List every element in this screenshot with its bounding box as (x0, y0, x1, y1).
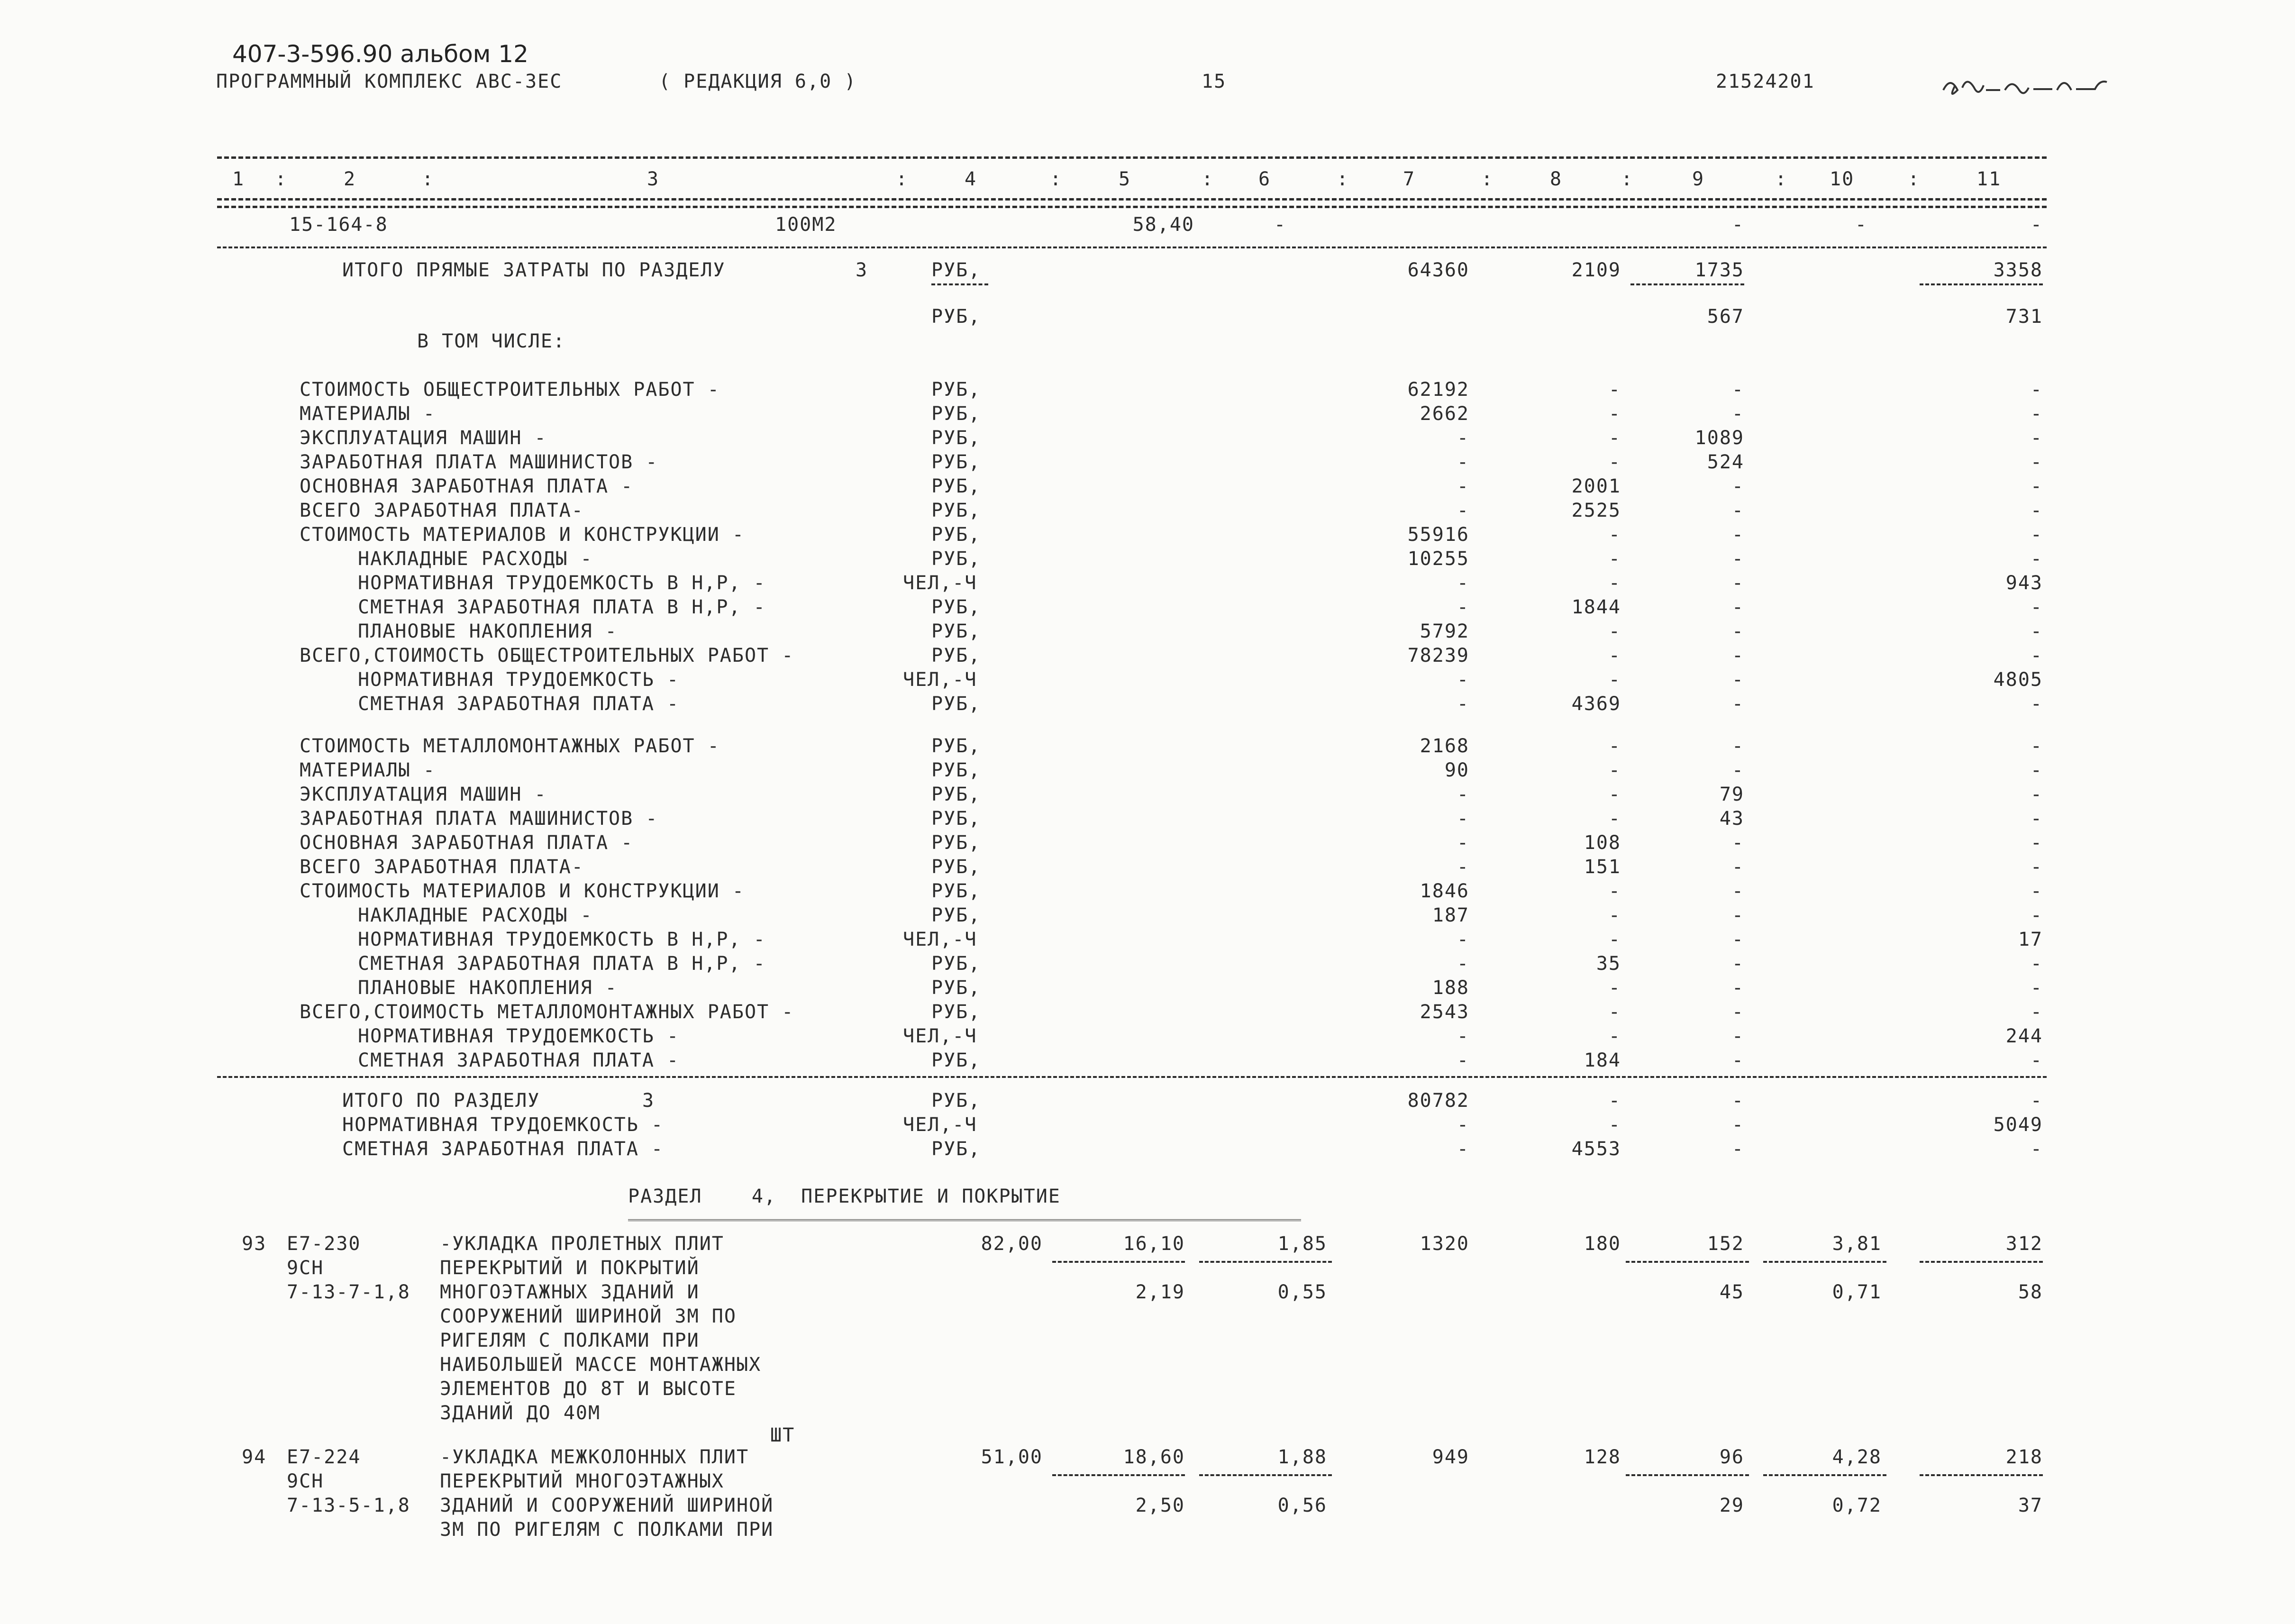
row-unit: РУБ, (931, 880, 981, 902)
row-label: ВСЕГО,СТОИМОСТЬ ОБЩЕСТРОИТЕЛЬНЫХ РАБОТ - (300, 645, 794, 666)
row-label: НОРМАТИВНАЯ ТРУДОЕМКОСТЬ - (358, 1025, 680, 1047)
row-value-c9: - (1731, 929, 1744, 950)
item-description: ЗДАНИЙ ДО 40М (440, 1402, 601, 1424)
column-number-4: 4 (965, 168, 977, 190)
total-c11: - (2030, 1138, 2043, 1160)
total-unit: РУБ, (931, 1090, 981, 1112)
row-value-c7: - (1457, 832, 1469, 854)
row-value-c9: - (1731, 1049, 1744, 1071)
total-label: СМЕТНАЯ ЗАРАБОТНАЯ ПЛАТА - (342, 1138, 664, 1160)
row-value-c9: 43 (1719, 808, 1744, 830)
row-value-c11: - (2030, 645, 2043, 666)
row-value-c11: - (2030, 880, 2043, 902)
row-value-c9: - (1731, 904, 1744, 926)
row-value-c8: - (1608, 1025, 1621, 1047)
value-divider (1920, 1474, 2043, 1476)
row-value-c9: - (1731, 524, 1744, 546)
row-value-c7: - (1457, 475, 1469, 497)
total-c9: - (1731, 1090, 1744, 1112)
item-c11: 218 (2005, 1446, 2043, 1468)
total-c9: - (1731, 1138, 1744, 1160)
row-value-c11: - (2030, 759, 2043, 781)
total-c7: - (1457, 1114, 1469, 1136)
row-value-c11: - (2030, 596, 2043, 618)
row-value-c11: - (2030, 620, 2043, 642)
item-c8: 128 (1584, 1446, 1621, 1468)
row-label: СТОИМОСТЬ МАТЕРИАЛОВ И КОНСТРУКЦИИ - (300, 880, 745, 902)
direct-costs-c11-sub: 731 (2005, 306, 2043, 328)
document-code: 21524201 (1716, 71, 1815, 92)
row-unit: РУБ, (931, 1049, 981, 1071)
program-name: ПРОГРАММНЫЙ КОМПЛЕКС АВС-ЗЕС (216, 71, 563, 92)
item-number: 94 (242, 1446, 267, 1468)
row-unit: РУБ, (931, 953, 981, 975)
column-separator: : (896, 168, 909, 190)
row-value-c9: - (1731, 669, 1744, 691)
row-value-c11: - (2030, 548, 2043, 570)
total-c8: - (1608, 1114, 1621, 1136)
carry-row-c11: - (2030, 214, 2043, 236)
row-value-c11: - (2030, 403, 2043, 425)
row-value-c8: - (1608, 904, 1621, 926)
row-value-c8: - (1608, 808, 1621, 830)
item-c11-sub: 58 (2018, 1281, 2043, 1303)
value-divider (1199, 1261, 1332, 1263)
total-unit: ЧЕЛ,-Ч (903, 1114, 977, 1136)
row-value-c7: 188 (1432, 977, 1469, 999)
row-unit: РУБ, (931, 379, 981, 401)
item-c6: 1,88 (1277, 1446, 1327, 1468)
row-value-c7: 10255 (1407, 548, 1469, 570)
item-code: Е7-224 (287, 1446, 361, 1468)
row-value-c8: - (1608, 427, 1621, 449)
row-value-c8: - (1608, 451, 1621, 473)
row-value-c11: 943 (2005, 572, 2043, 594)
row-value-c11: - (2030, 524, 2043, 546)
row-value-c7: 78239 (1407, 645, 1469, 666)
row-label: ПЛАНОВЫЕ НАКОПЛЕНИЯ - (358, 977, 618, 999)
row-value-c8: - (1608, 548, 1621, 570)
row-value-c9: - (1731, 1001, 1744, 1023)
row-value-c11: - (2030, 1001, 2043, 1023)
value-divider (1052, 1474, 1185, 1476)
row-unit: РУБ, (931, 427, 981, 449)
item-c6-sub: 0,56 (1277, 1495, 1327, 1516)
item-c10-sub: 0,72 (1832, 1495, 1882, 1516)
row-value-c8: 2001 (1571, 475, 1621, 497)
row-label: ВСЕГО ЗАРАБОТНАЯ ПЛАТА- (300, 856, 584, 878)
row-label: СМЕТНАЯ ЗАРАБОТНАЯ ПЛАТА - (358, 693, 680, 715)
row-label: СМЕТНАЯ ЗАРАБОТНАЯ ПЛАТА В Н,Р, - (358, 953, 766, 975)
item-unit: ШТ (770, 1424, 795, 1446)
item-c10-sub: 0,71 (1832, 1281, 1882, 1303)
row-value-c8: 4369 (1571, 693, 1621, 715)
item-code: 7-13-5-1,8 (287, 1495, 410, 1516)
row-label: ПЛАНОВЫЕ НАКОПЛЕНИЯ - (358, 620, 618, 642)
row-label: НОРМАТИВНАЯ ТРУДОЕМКОСТЬ - (358, 669, 680, 691)
direct-costs-c9-sub: 567 (1707, 306, 1744, 328)
row-value-c7: - (1457, 451, 1469, 473)
carry-row-c10: - (1855, 214, 1867, 236)
row-value-c7: 5792 (1420, 620, 1469, 642)
row-value-c7: 187 (1432, 904, 1469, 926)
row-value-c9: - (1731, 500, 1744, 521)
row-label: ВСЕГО ЗАРАБОТНАЯ ПЛАТА- (300, 500, 584, 521)
row-value-c11: - (2030, 379, 2043, 401)
row-value-c7: - (1457, 784, 1469, 805)
including-label: В ТОМ ЧИСЛЕ: (417, 330, 565, 352)
row-value-c8: 1844 (1571, 596, 1621, 618)
direct-costs-c7: 64360 (1407, 259, 1469, 281)
item-code: 7-13-7-1,8 (287, 1281, 410, 1303)
row-value-c7: - (1457, 572, 1469, 594)
item-c11-sub: 37 (2018, 1495, 2043, 1516)
row-unit: РУБ, (931, 1001, 981, 1023)
row-unit: ЧЕЛ,-Ч (903, 929, 977, 950)
column-separator: : (422, 168, 435, 190)
row-value-c8: - (1608, 572, 1621, 594)
row-value-c9: - (1731, 856, 1744, 878)
carry-row-c5: 58,40 (1132, 214, 1194, 236)
row-value-c11: - (2030, 693, 2043, 715)
row-value-c9: - (1731, 620, 1744, 642)
row-label: НОРМАТИВНАЯ ТРУДОЕМКОСТЬ В Н,Р, - (358, 929, 766, 950)
row-label: ЭКСПЛУАТАЦИЯ МАШИН - (300, 784, 547, 805)
direct-costs-section: 3 (856, 259, 868, 281)
column-separator: : (1050, 168, 1063, 190)
row-value-c8: - (1608, 645, 1621, 666)
column-separator: : (1908, 168, 1921, 190)
row-value-c8: 184 (1584, 1049, 1621, 1071)
value-divider (1763, 1261, 1886, 1263)
column-number-8: 8 (1550, 168, 1563, 190)
column-number-3: 3 (647, 168, 660, 190)
row-value-c8: - (1608, 1001, 1621, 1023)
row-value-c9: - (1731, 1025, 1744, 1047)
value-divider (1199, 1474, 1332, 1476)
item-c5-sub: 2,19 (1135, 1281, 1185, 1303)
item-description: НАИБОЛЬШЕЙ МАССЕ МОНТАЖНЫХ (440, 1354, 762, 1376)
value-divider (1626, 1474, 1749, 1476)
direct-costs-c9: 1735 (1694, 259, 1744, 281)
row-value-c8: 151 (1584, 856, 1621, 878)
row-value-c11: - (2030, 832, 2043, 854)
row-value-c8: - (1608, 735, 1621, 757)
item-description: МНОГОЭТАЖНЫХ ЗДАНИЙ И (440, 1281, 700, 1303)
row-value-c11: 17 (2018, 929, 2043, 950)
row-unit: РУБ, (931, 735, 981, 757)
row-value-c8: - (1608, 784, 1621, 805)
row-unit: РУБ, (931, 759, 981, 781)
column-separator: : (275, 168, 288, 190)
carry-row-c6: - (1274, 214, 1287, 236)
row-value-c7: 90 (1444, 759, 1469, 781)
row-value-c8: - (1608, 524, 1621, 546)
row-value-c9: - (1731, 572, 1744, 594)
row-unit: РУБ, (931, 977, 981, 999)
column-number-5: 5 (1119, 168, 1131, 190)
row-unit: РУБ, (931, 620, 981, 642)
total-c11: - (2030, 1090, 2043, 1112)
item-code: Е7-230 (287, 1233, 361, 1255)
row-label: НАКЛАДНЫЕ РАСХОДЫ - (358, 904, 593, 926)
column-number-6: 6 (1258, 168, 1271, 190)
row-value-c8: - (1608, 759, 1621, 781)
column-number-11: 11 (1976, 168, 2002, 190)
row-value-c8: - (1608, 379, 1621, 401)
row-value-c11: - (2030, 808, 2043, 830)
row-value-c7: - (1457, 856, 1469, 878)
carry-row-c9: - (1731, 214, 1744, 236)
row-value-c9: - (1731, 759, 1744, 781)
row-value-c7: - (1457, 808, 1469, 830)
row-label: СТОИМОСТЬ МЕТАЛЛОМОНТАЖНЫХ РАБОТ - (300, 735, 720, 757)
row-label: НОРМАТИВНАЯ ТРУДОЕМКОСТЬ В Н,Р, - (358, 572, 766, 594)
row-value-c11: - (2030, 735, 2043, 757)
item-description: ПЕРЕКРЫТИЙ И ПОКРЫТИЙ (440, 1257, 700, 1279)
item-description: СООРУЖЕНИЙ ШИРИНОЙ 3М ПО (440, 1305, 737, 1327)
row-label: ЗАРАБОТНАЯ ПЛАТА МАШИНИСТОВ - (300, 451, 658, 473)
row-value-c7: - (1457, 1025, 1469, 1047)
row-unit: РУБ, (931, 645, 981, 666)
row-value-c11: - (2030, 475, 2043, 497)
total-c8: - (1608, 1090, 1621, 1112)
item-description: РИГЕЛЯМ С ПОЛКАМИ ПРИ (440, 1330, 700, 1351)
row-label: СТОИМОСТЬ ОБЩЕСТРОИТЕЛЬНЫХ РАБОТ - (300, 379, 720, 401)
row-value-c9: - (1731, 596, 1744, 618)
row-value-c7: 1846 (1420, 880, 1469, 902)
row-value-c9: 524 (1707, 451, 1744, 473)
row-value-c9: 79 (1719, 784, 1744, 805)
column-number-1: 1 (232, 168, 245, 190)
row-value-c7: - (1457, 427, 1469, 449)
row-unit: РУБ, (931, 475, 981, 497)
row-unit: РУБ, (931, 403, 981, 425)
row-value-c9: - (1731, 548, 1744, 570)
row-value-c11: - (2030, 784, 2043, 805)
row-label: СМЕТНАЯ ЗАРАБОТНАЯ ПЛАТА - (358, 1049, 680, 1071)
total-label: НОРМАТИВНАЯ ТРУДОЕМКОСТЬ - (342, 1114, 664, 1136)
row-value-c9: - (1731, 977, 1744, 999)
row-unit: РУБ, (931, 856, 981, 878)
row-value-c9: - (1731, 379, 1744, 401)
row-value-c9: - (1731, 475, 1744, 497)
total-unit: РУБ, (931, 1138, 981, 1160)
total-label: ИТОГО ПО РАЗДЕЛУ (342, 1090, 540, 1112)
column-separator: : (1621, 168, 1634, 190)
direct-costs-unit: РУБ, (931, 259, 981, 281)
row-unit: ЧЕЛ,-Ч (903, 1025, 977, 1047)
program-edition: ( РЕДАКЦИЯ 6,0 ) (659, 71, 857, 92)
item-c4: 51,00 (981, 1446, 1043, 1468)
row-unit: РУБ, (931, 524, 981, 546)
total-c11: 5049 (1993, 1114, 2043, 1136)
row-value-c8: - (1608, 880, 1621, 902)
total-c7: - (1457, 1138, 1469, 1160)
item-c5: 16,10 (1123, 1233, 1185, 1255)
value-divider (1626, 1261, 1749, 1263)
total-c8: 4553 (1571, 1138, 1621, 1160)
column-separator: : (1202, 168, 1214, 190)
row-value-c7: 2168 (1420, 735, 1469, 757)
item-description: ПЕРЕКРЫТИЙ МНОГОЭТАЖНЫХ (440, 1470, 724, 1492)
row-unit: РУБ, (931, 808, 981, 830)
total-section-no: 3 (642, 1090, 655, 1112)
handwritten-signature (1934, 71, 2114, 104)
item-c9: 152 (1707, 1233, 1744, 1255)
row-label: ЭКСПЛУАТАЦИЯ МАШИН - (300, 427, 547, 449)
row-value-c8: 108 (1584, 832, 1621, 854)
row-value-c11: - (2030, 427, 2043, 449)
column-separator: : (1481, 168, 1494, 190)
row-value-c11: - (2030, 953, 2043, 975)
column-number-7: 7 (1403, 168, 1416, 190)
row-value-c8: - (1608, 977, 1621, 999)
item-description: ЗДАНИЙ И СООРУЖЕНИЙ ШИРИНОЙ (440, 1495, 774, 1516)
item-number: 93 (242, 1233, 267, 1255)
row-label: НАКЛАДНЫЕ РАСХОДЫ - (358, 548, 593, 570)
item-c9-sub: 45 (1719, 1281, 1744, 1303)
row-unit: РУБ, (931, 784, 981, 805)
row-value-c7: 62192 (1407, 379, 1469, 401)
item-c10: 4,28 (1832, 1446, 1882, 1468)
row-value-c7: - (1457, 929, 1469, 950)
row-value-c7: - (1457, 669, 1469, 691)
column-number-9: 9 (1692, 168, 1705, 190)
item-code: 9СН (287, 1470, 324, 1492)
row-value-c8: 35 (1596, 953, 1621, 975)
row-value-c11: - (2030, 904, 2043, 926)
item-c6: 1,85 (1277, 1233, 1327, 1255)
row-value-c7: 55916 (1407, 524, 1469, 546)
item-description: -УКЛАДКА ПРОЛЕТНЫХ ПЛИТ (440, 1233, 724, 1255)
row-label: МАТЕРИАЛЫ - (300, 403, 436, 425)
row-value-c7: 2543 (1420, 1001, 1469, 1023)
row-label: СМЕТНАЯ ЗАРАБОТНАЯ ПЛАТА В Н,Р, - (358, 596, 766, 618)
row-value-c9: - (1731, 403, 1744, 425)
row-value-c8: - (1608, 620, 1621, 642)
column-separator: : (1775, 168, 1788, 190)
row-label: ЗАРАБОТНАЯ ПЛАТА МАШИНИСТОВ - (300, 808, 658, 830)
row-value-c11: - (2030, 500, 2043, 521)
row-unit: РУБ, (931, 451, 981, 473)
row-unit: ЧЕЛ,-Ч (903, 572, 977, 594)
row-value-c7: - (1457, 1049, 1469, 1071)
item-description: -УКЛАДКА МЕЖКОЛОННЫХ ПЛИТ (440, 1446, 749, 1468)
item-c11: 312 (2005, 1233, 2043, 1255)
row-label: ОСНОВНАЯ ЗАРАБОТНАЯ ПЛАТА - (300, 832, 634, 854)
row-unit: РУБ, (931, 693, 981, 715)
row-value-c11: - (2030, 1049, 2043, 1071)
row-value-c11: - (2030, 977, 2043, 999)
row-value-c11: 244 (2005, 1025, 2043, 1047)
column-number-10: 10 (1830, 168, 1855, 190)
section4-title: РАЗДЕЛ 4, ПЕРЕКРЫТИЕ И ПОКРЫТИЕ (628, 1186, 1061, 1207)
carry-row-unit: 100М2 (775, 214, 837, 236)
row-value-c8: 2525 (1571, 500, 1621, 521)
item-c4: 82,00 (981, 1233, 1043, 1255)
row-label: ОСНОВНАЯ ЗАРАБОТНАЯ ПЛАТА - (300, 475, 634, 497)
row-value-c9: - (1731, 693, 1744, 715)
row-value-c8: - (1608, 929, 1621, 950)
row-value-c11: - (2030, 856, 2043, 878)
album-title: 407-3-596.90 альбом 12 (232, 40, 528, 68)
row-label: СТОИМОСТЬ МАТЕРИАЛОВ И КОНСТРУКЦИИ - (300, 524, 745, 546)
row-value-c9: - (1731, 880, 1744, 902)
item-c8: 180 (1584, 1233, 1621, 1255)
item-description: ЭЛЕМЕНТОВ ДО 8Т И ВЫСОТЕ (440, 1378, 737, 1400)
row-unit: РУБ, (931, 548, 981, 570)
item-c9-sub: 29 (1719, 1495, 1744, 1516)
row-label: МАТЕРИАЛЫ - (300, 759, 436, 781)
row-unit: РУБ, (931, 832, 981, 854)
carry-row-code: 15-164-8 (289, 214, 388, 236)
row-value-c9: - (1731, 735, 1744, 757)
row-unit: РУБ, (931, 500, 981, 521)
row-value-c11: 4805 (1993, 669, 2043, 691)
item-description: 3М ПО РИГЕЛЯМ С ПОЛКАМИ ПРИ (440, 1519, 774, 1541)
row-value-c7: - (1457, 953, 1469, 975)
row-label: ВСЕГО,СТОИМОСТЬ МЕТАЛЛОМОНТАЖНЫХ РАБОТ - (300, 1001, 794, 1023)
item-c5: 18,60 (1123, 1446, 1185, 1468)
row-value-c9: - (1731, 832, 1744, 854)
value-divider (1052, 1261, 1185, 1263)
row-value-c8: - (1608, 403, 1621, 425)
row-value-c8: - (1608, 669, 1621, 691)
item-c7: 1320 (1420, 1233, 1469, 1255)
item-c6-sub: 0,55 (1277, 1281, 1327, 1303)
column-separator: : (1337, 168, 1349, 190)
row-value-c11: - (2030, 451, 2043, 473)
row-value-c7: 2662 (1420, 403, 1469, 425)
row-value-c7: - (1457, 500, 1469, 521)
value-divider (1920, 1261, 2043, 1263)
total-c9: - (1731, 1114, 1744, 1136)
row-value-c9: - (1731, 953, 1744, 975)
row-unit: ЧЕЛ,-Ч (903, 669, 977, 691)
direct-costs-label: ИТОГО ПРЯМЫЕ ЗАТРАТЫ ПО РАЗДЕЛУ (342, 259, 726, 281)
direct-costs-c8: 2109 (1571, 259, 1621, 281)
row-value-c7: - (1457, 693, 1469, 715)
row-unit: РУБ, (931, 904, 981, 926)
page-number: 15 (1202, 71, 1227, 92)
item-c7: 949 (1432, 1446, 1469, 1468)
row-value-c9: - (1731, 645, 1744, 666)
total-c7: 80782 (1407, 1090, 1469, 1112)
value-divider (1763, 1474, 1886, 1476)
direct-costs-unit-sub: РУБ, (931, 306, 981, 328)
row-value-c9: 1089 (1694, 427, 1744, 449)
item-c9: 96 (1719, 1446, 1744, 1468)
column-number-2: 2 (344, 168, 356, 190)
row-unit: РУБ, (931, 596, 981, 618)
item-c10: 3,81 (1832, 1233, 1882, 1255)
item-code: 9СН (287, 1257, 324, 1279)
direct-costs-c11: 3358 (1993, 259, 2043, 281)
row-value-c7: - (1457, 596, 1469, 618)
item-c5-sub: 2,50 (1135, 1495, 1185, 1516)
